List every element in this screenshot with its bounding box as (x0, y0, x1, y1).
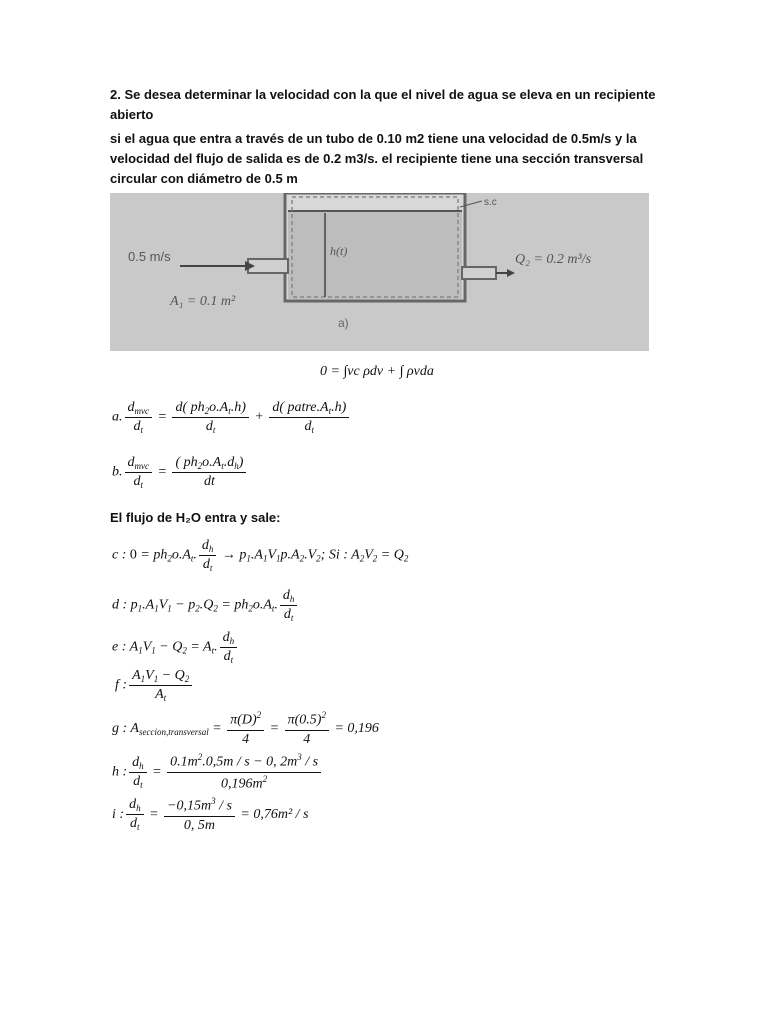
main-equation: 0 = ∫vc ρdv + ∫ ρvda (320, 364, 434, 379)
frac-g2: $\frac{\pi(0.5)^2}{4}$ (285, 710, 329, 748)
cv-label: s.c (484, 197, 497, 208)
tank-diagram (110, 193, 649, 351)
frac-b2: $\frac{( ph_2o.A_t.d_h)}{dt}$ (172, 455, 246, 490)
frac-a3: $\frac{d( patre.A_t.h)}{d_t}$ (269, 400, 349, 435)
outlet-flow-label: Q₂ = 0.2 m³/s (515, 252, 592, 267)
label-i: i : (112, 807, 125, 823)
outlet-arrowhead (507, 269, 515, 277)
label-b: b. (112, 464, 123, 480)
equation-d: d : $p_1.A_1V_1 - p_2.Q_2 = ph_2o.A_t$. $\frac{d_h}{d_t}$ (112, 588, 299, 623)
label-g: g : (112, 721, 128, 737)
equation-i: i : $\frac{d_h}{d_t}$ = $\frac{-0,15m^3 / s}{0, 5m}$ = 0,76m² / s (112, 796, 309, 833)
label-d: d : (112, 597, 128, 613)
frac-g1: $\frac{\pi(D)^2}{4}$ (227, 710, 264, 748)
label-h: h : (112, 764, 128, 780)
outlet-pipe (462, 267, 496, 279)
problem-statement: si el agua que entra a través de un tubo de 0.10 m2 tiene una velocidad de 0.5m/s y la velocidad del flujo de salida es de 0.2 m3/s. el recipiente tiene una sección transversal circular con diámetro de 0.5 m (110, 131, 644, 186)
label-c: c : (112, 547, 127, 563)
frac-e1: $\frac{d_h}{d_t}$ (220, 630, 238, 665)
equation-e: e : $A_1V_1 - Q_2 = A_t$. $\frac{d_h}{d_t}$ (112, 630, 239, 665)
equation-g: g : $A_{seccion,transversal}$ = $\frac{\pi(D)^2}{4}$ = $\frac{\pi(0.5)^2}{4}$ = 0,196 (112, 710, 379, 747)
inlet-velocity-label: 0.5 m/s (128, 249, 171, 264)
tank-diagram-svg (110, 193, 649, 351)
equation-c: c : $0 = ph_2o.A_t$. $\frac{d_h}{d_t}$ → $p_1.A_1V_1p.A_2.V_2$; Si : $A_2V_2 = Q_2$ (112, 538, 409, 573)
frac-d1: $\frac{d_h}{d_t}$ (280, 588, 298, 623)
figure-caption: a) (338, 316, 349, 330)
frac-c1: $\frac{d_h}{d_t}$ (199, 538, 217, 573)
equation-f (115, 668, 194, 703)
result-i: = 0,76m² / s (240, 807, 309, 823)
label-a: a. (112, 409, 123, 425)
height-label: h(t) (330, 244, 348, 258)
frac-h1: $\frac{d_h}{d_t}$ (129, 755, 147, 790)
result-g: = 0,196 (334, 721, 379, 737)
equation-b: b. $\frac{d_{mvc}}{d_t}$ = $\frac{( ph_2o.A_t.d_h)}{dt}$ (112, 455, 248, 490)
frac-h2: $\frac{0.1m^2.0,5m / s - 0, 2m^3 / s}{0,196m^2}$ (167, 752, 321, 792)
frac-a1: $\frac{d_{mvc}}{d_t}$ (125, 400, 153, 435)
frac-i1: $\frac{d_h}{d_t}$ (126, 797, 144, 832)
frac-a2: $\frac{d( ph_2o.A_t.h)}{d_t}$ (172, 400, 248, 435)
section-heading: El flujo de H₂O entra y sale: (110, 510, 281, 525)
water-body (288, 211, 462, 299)
equation-h: h : $\frac{d_h}{d_t}$ = $\frac{0.1m^2.0,5m / s - 0, 2m^3 / s}{0,196m^2}$ (112, 752, 323, 792)
label-f: f : (115, 677, 128, 693)
frac-f1: $\frac{A_1V_1 - Q_2}{A_t}$ (129, 668, 192, 703)
frac-b1: $\frac{d_{mvc}}{d_t}$ (125, 455, 153, 490)
frac-i2: $\frac{-0,15m^3 / s}{0, 5m}$ (164, 796, 235, 834)
equation-a: a. $\frac{d_{mvc}}{d_t}$ = $\frac{d( ph_2o.A_t.h)}{d_t}$ + $\frac{d( patre.A_t.h)}{d_t}$ (112, 400, 351, 435)
problem-title: 2. Se desea determinar la velocidad con la que el nivel de agua se eleva en un recipiente abierto (110, 87, 656, 122)
label-e: e : (112, 639, 127, 655)
inlet-area-label: A₁ = 0.1 m² (170, 294, 236, 309)
